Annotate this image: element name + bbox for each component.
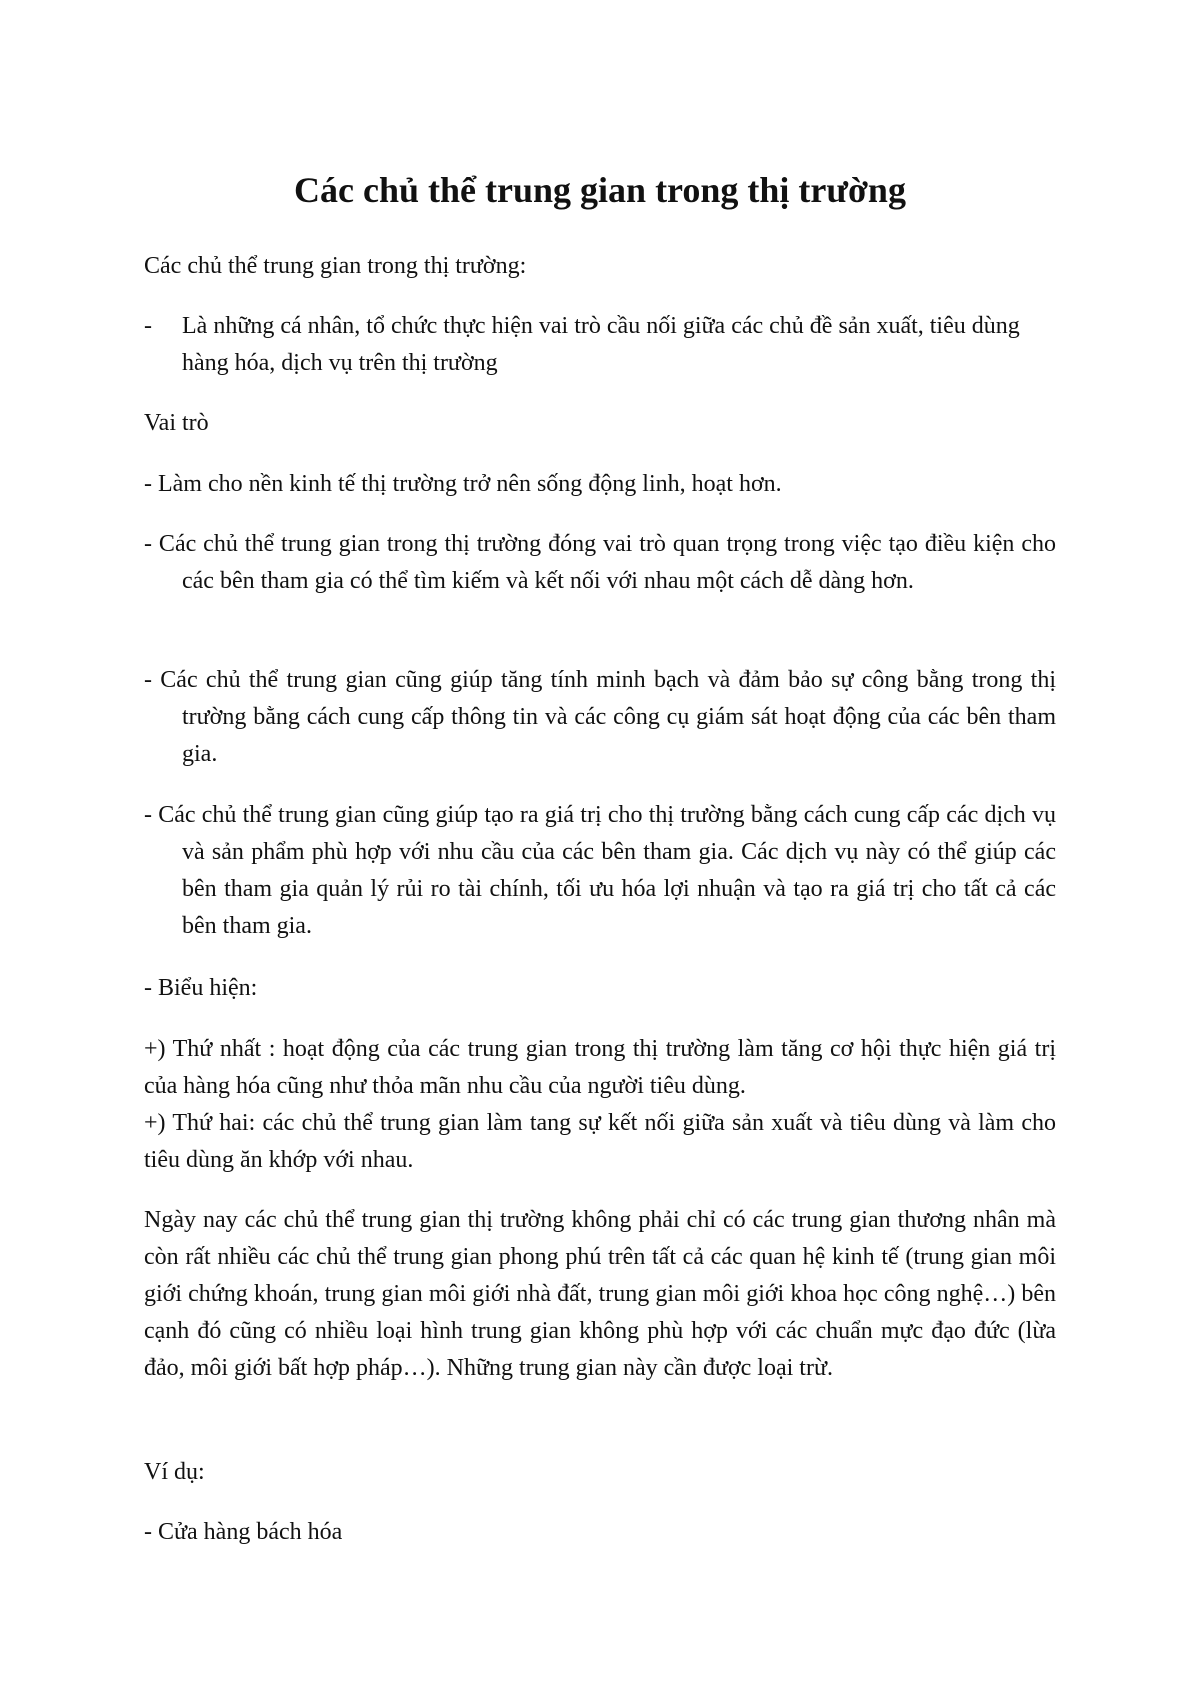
role-item-4: - Các chủ thể trung gian cũng giúp tạo ra giá trị cho thị trường bằng cách cung cấp các dịch vụ và sản phẩm phù hợp với nhu cầu của các bên tham gia. Các dịch vụ này có thể giúp các bên tham gia quản lý rủi ro tài chính, tối ưu hóa lợi nhuận và tạo ra giá trị cho tất cả các bên tham gia.	[144, 802, 1056, 939]
manifest-second: +) Thứ hai: các chủ thể trung gian làm tang sự kết nối giữa sản xuất và tiêu dùng và làm cho tiêu dùng ăn khớp với nhau.	[144, 1110, 1056, 1173]
today-paragraph: Ngày nay các chủ thể trung gian thị trường không phải chỉ có các trung gian thương nhân mà còn rất nhiều các chủ thể trung gian phong phú trên tất cả các quan hệ kinh tế (trung gian môi giới chứng khoán, trung gian môi giới nhà đất, trung gian môi giới khoa học công nghệ…) bên cạnh đó cũng có nhiều loại hình trung gian không phù hợp với các chuẩn mực đạo đức (lừa đảo, môi giới bất hợp pháp…). Những trung gian này cần được loại trừ.	[144, 1207, 1056, 1381]
role-item-3: - Các chủ thể trung gian cũng giúp tăng tính minh bạch và đảm bảo sự công bằng trong thị trường bằng cách cung cấp thông tin và các công cụ giám sát hoạt động của các bên tham gia.	[144, 667, 1056, 767]
definition-text: Là những cá nhân, tổ chức thực hiện vai trò cầu nối giữa các chủ đề sản xuất, tiêu dùng hàng hóa, dịch vụ trên thị trường	[182, 313, 1020, 376]
role-item-2: - Các chủ thể trung gian trong thị trường đóng vai trò quan trọng trong việc tạo điều kiện cho các bên tham gia có thể tìm kiếm và kết nối với nhau một cách dễ dàng hơn.	[144, 531, 1056, 594]
intro-label: Các chủ thể trung gian trong thị trường:	[144, 253, 527, 279]
example-heading: Ví dụ:	[144, 1459, 205, 1485]
example-item-1: - Cửa hàng bách hóa	[144, 1519, 343, 1545]
document-title: Các chủ thể trung gian trong thị trường	[294, 170, 906, 210]
manifest-heading: - Biểu hiện:	[144, 975, 258, 1001]
role-heading: Vai trò	[144, 410, 209, 436]
role-item-1: - Làm cho nền kinh tế thị trường trở nên sống động linh, hoạt hơn.	[144, 471, 782, 497]
definition-dash: -	[144, 313, 152, 339]
manifest-first: +) Thứ nhất : hoạt động của các trung gian trong thị trường làm tăng cơ hội thực hiện giá trị của hàng hóa cũng như thỏa mãn nhu cầu của người tiêu dùng.	[144, 1036, 1056, 1099]
